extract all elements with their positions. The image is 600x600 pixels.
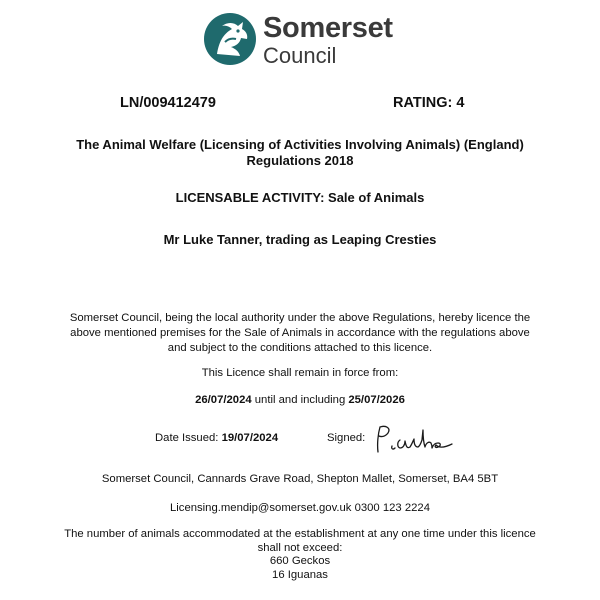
dragon-logo-icon [203,12,257,66]
validity-dates [0,394,600,406]
date-issued [155,432,278,444]
council-address: Somerset Council, Cannards Grave Road, Shepton Mallet, Somerset, BA4 5BT [101,473,499,485]
limits-line-2: shall not exceed: [257,541,343,554]
licence-statement [50,311,550,356]
reference-row [0,95,600,115]
date-connector: until and including [251,394,349,406]
regulations-line-1: The Animal Welfare (Licensing of Activities Involving Animals) (England) [76,137,524,152]
animal-limit-geckos: 660 Geckos [269,555,331,567]
date-to: 25/07/2026 [348,394,405,406]
signed-label: Signed: [327,432,366,444]
statement-line-1: Somerset Council, being the local authority under the above Regulations, hereby licence the [69,312,531,324]
statement-line-3: and subject to the conditions attached to this licence. [167,342,433,354]
somerset-council-logo [203,12,403,66]
regulations-line-2: Regulations 2018 [246,153,354,168]
statement-line-2: above mentioned premises for the Sale of Animals in accordance with the regulations above [70,327,530,339]
animal-limits [0,528,600,582]
council-contact: Licensing.mendip@somerset.gov.uk 0300 123 2224 [170,502,430,514]
validity-heading: This Licence shall remain in force from: [201,367,399,379]
limits-line-1: The number of animals accommodated at the establishment at any one time under this licence [64,528,536,540]
logo-text-somerset: Somerset [263,12,393,44]
date-issued-value: 19/07/2024 [221,432,279,444]
licence-number: LN/009412479 [120,95,216,111]
licence-rating: RATING: 4 [393,95,465,111]
logo-text-council: Council [263,43,337,68]
logo-wordmark [263,14,393,67]
animal-limit-iguanas: 16 Iguanas [272,568,328,581]
regulations-title [0,137,600,169]
date-issued-label: Date Issued: [155,432,222,444]
licensable-activity: LICENSABLE ACTIVITY: Sale of Animals [175,190,425,205]
handwritten-signature [372,424,462,454]
date-from: 26/07/2024 [195,394,252,406]
issue-signature-row [0,424,600,454]
licensee-name: Mr Luke Tanner, trading as Leaping Cresties [163,232,437,247]
